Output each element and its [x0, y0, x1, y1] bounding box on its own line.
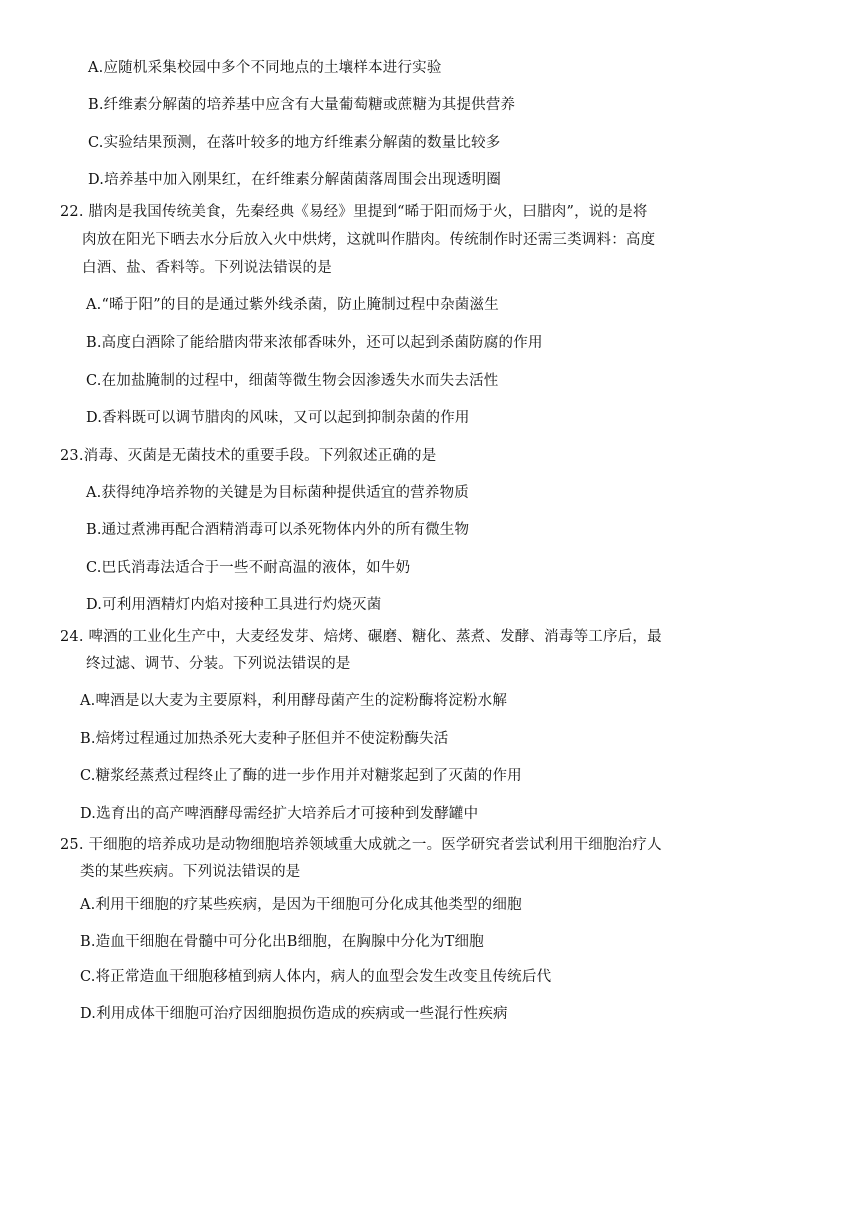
q25-option-a: A.利用干细胞的疗某些疾病，是因为干细胞可分化成其他类型的细胞: [80, 897, 522, 913]
q21-option-d: D.培养基中加入刚果红，在纤维素分解菌菌落周围会出现透明圈: [88, 172, 502, 188]
q25-stem-line-2: 类的某些疾病。下列说法错误的是: [80, 864, 301, 880]
q24-option-d: D.选育出的高产啤酒酵母需经扩大培养后才可接种到发酵罐中: [80, 806, 479, 822]
q25-option-b: B.造血干细胞在骨髓中可分化出B细胞，在胸腺中分化为T细胞: [80, 934, 484, 950]
q23-option-c: C.巴氏消毒法适合于一些不耐高温的液体，如牛奶: [86, 560, 411, 576]
q22-option-d: D.香料既可以调节腊肉的风味，又可以起到抑制杂菌的作用: [86, 410, 470, 426]
q24-stem-line-2: 终过滤、调节、分装。下列说法错误的是: [86, 656, 351, 672]
q25-option-c: C.将正常造血干细胞移植到病人体内，病人的血型会发生改变且传统后代: [80, 969, 552, 985]
q22-stem-line-1: 22. 腊肉是我国传统美食，先秦经典《易经》里提到“晞于阳而炀于火，曰腊肉”，说的是将: [60, 204, 648, 220]
q22-option-c: C.在加盐腌制的过程中，细菌等微生物会因渗透失水而失去活性: [86, 373, 499, 389]
q24-option-a: A.啤酒是以大麦为主要原料，利用酵母菌产生的淀粉酶将淀粉水解: [80, 693, 508, 709]
q22-stem-line-2: 肉放在阳光下晒去水分后放入火中烘烤，这就叫作腊肉。传统制作时还需三类调料：高度: [82, 232, 656, 248]
q21-option-a: A.应随机采集校园中多个不同地点的土壤样本进行实验: [88, 60, 442, 76]
q23-option-d: D.可利用酒精灯内焰对接种工具进行灼烧灭菌: [86, 597, 382, 613]
q21-option-b: B.纤维素分解菌的培养基中应含有大量葡萄糖或蔗糖为其提供营养: [88, 97, 516, 113]
q25-stem-line-1: 25. 干细胞的培养成功是动物细胞培养领域重大成就之一。医学研究者尝试利用干细胞治疗人: [60, 837, 662, 853]
q23-option-b: B.通过煮沸再配合酒精消毒可以杀死物体内外的所有微生物: [86, 522, 470, 538]
q24-option-c: C.糖浆经蒸煮过程终止了酶的进一步作用并对糖浆起到了灭菌的作用: [80, 768, 522, 784]
q22-option-a: A.“晞于阳”的目的是通过紫外线杀菌，防止腌制过程中杂菌滋生: [86, 297, 499, 313]
q22-option-b: B.高度白酒除了能给腊肉带来浓郁香味外，还可以起到杀菌防腐的作用: [86, 335, 543, 351]
q22-stem-line-3: 白酒、盐、香料等。下列说法错误的是: [82, 260, 332, 276]
q23-option-a: A.获得纯净培养物的关键是为目标菌种提供适宜的营养物质: [86, 485, 469, 501]
q25-option-d: D.利用成体干细胞可治疗因细胞损伤造成的疾病或一些混行性疾病: [80, 1006, 508, 1022]
q24-stem-line-1: 24. 啤酒的工业化生产中，大麦经发芽、焙烤、碾磨、糖化、蒸煮、发酵、消毒等工序后，最: [60, 629, 662, 645]
q24-option-b: B.焙烤过程通过加热杀死大麦种子胚但并不使淀粉酶失活: [80, 731, 449, 747]
q21-option-c: C.实验结果预测，在落叶较多的地方纤维素分解菌的数量比较多: [88, 135, 501, 151]
q23-stem-line-1: 23.消毒、灭菌是无菌技术的重要手段。下列叙述正确的是: [60, 448, 437, 464]
